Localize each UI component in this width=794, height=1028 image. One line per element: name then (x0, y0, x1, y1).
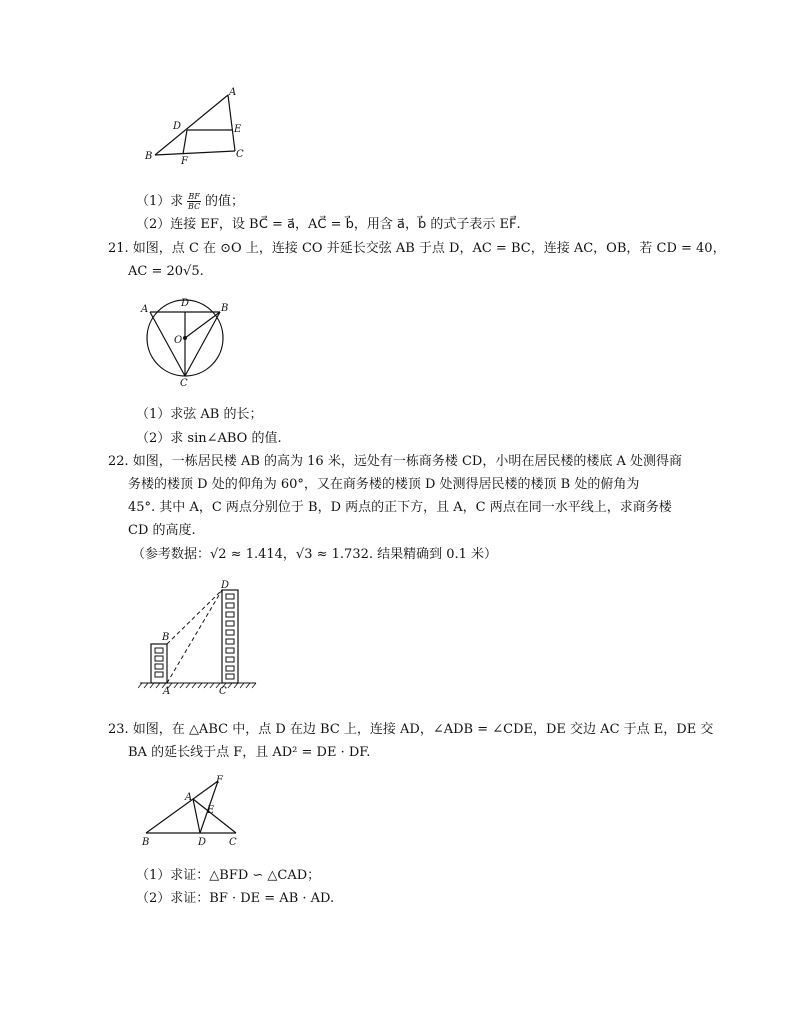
label-D: D (173, 121, 182, 132)
label-C: C (236, 149, 244, 160)
label-F: F (181, 156, 188, 165)
q21-stem-line1: 21. 如图，点 C 在 ⊙O 上，连接 CO 并延长交弦 AB 于点 D，AC = BC，连接 AC，OB，若 CD = 40， (108, 241, 726, 256)
figure-q20 (140, 85, 260, 165)
figure-q22 (138, 576, 258, 698)
label-D: D (221, 580, 230, 591)
label-E: E (234, 124, 242, 135)
q23-stem-line1: 23. 如图，在 △ABC 中，点 D 在边 BC 上，连接 AD，∠ADB = ∠CDE，DE 交边 AC 于点 E，DE 交 (108, 722, 714, 737)
q20-part1: （1）求 $\frac{BF}{BC}$ 的值； (136, 192, 244, 211)
label-B: B (221, 303, 229, 314)
q23-part2: （2）求证：BF · DE = AB · AD. (136, 891, 335, 906)
label-E: E (207, 805, 215, 816)
label-C: C (180, 378, 188, 388)
label-B: B (145, 151, 153, 162)
q23-part1: （1）求证：△BFD ∽ △CAD； (136, 868, 321, 883)
q21-part2: （2）求 sin∠ABO 的值. (136, 431, 282, 446)
label-A: A (185, 792, 193, 803)
q21-stem-line2: AC = 20√5. (128, 264, 204, 279)
figure-q23 (140, 774, 250, 850)
label-F: F (216, 775, 223, 786)
q23-stem-line2: BA 的延长线于点 F，且 AD² = DE · DF. (128, 745, 371, 760)
q22-stem-line1: 22. 如图，一栋居民楼 AB 的高为 16 米，远处有一栋商务楼 CD，小明在居民楼的楼底 A 处测得商 (108, 454, 682, 469)
label-D: D (181, 298, 190, 309)
label-A: A (141, 304, 149, 315)
label-O: O (174, 335, 183, 346)
label-B: B (162, 632, 170, 643)
label-C: C (219, 686, 227, 697)
label-B: B (142, 837, 150, 848)
label-A: A (229, 87, 237, 98)
figure-q21 (138, 292, 238, 388)
label-A: A (163, 686, 171, 697)
q22-stem-line4: CD 的高度. (128, 523, 196, 538)
q20-part2: （2）连接 EF，设 BC⃗ = a⃗，AC⃗ = b⃗，用含 a⃗，b⃗ 的式子表示 EF⃗. (136, 217, 521, 232)
label-C: C (229, 837, 237, 848)
q22-stem-line2: 务楼的楼顶 D 处的仰角为 60°，又在商务楼的楼顶 D 处测得居民楼的楼顶 B 处的俯角为 (128, 477, 640, 492)
q22-stem-line3: 45°. 其中 A，C 两点分别位于 B，D 两点的正下方，且 A，C 两点在同一水平线上，求商务楼 (128, 500, 672, 515)
q21-part1: （1）求弦 AB 的长； (136, 407, 263, 422)
label-D: D (198, 837, 207, 848)
q22-reference-data: （参考数据：√2 ≈ 1.414，√3 ≈ 1.732. 结果精确到 0.1 米） (132, 547, 498, 562)
